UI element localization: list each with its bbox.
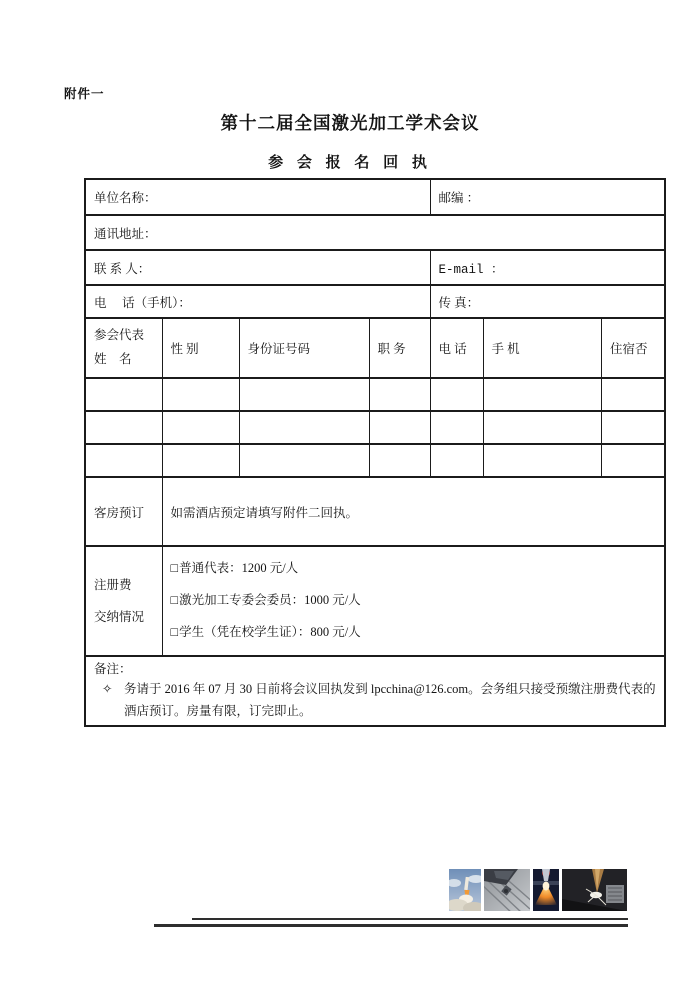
empty-cell [369,444,430,477]
col-header-mobile: 手 机 [483,318,602,378]
col-header-lodging: 住宿否 [602,318,666,378]
col-header-delegate-line1: 参会代表 [94,328,145,343]
document-title: 第十二届全国激光加工学术会议 [220,113,480,133]
empty-cell [369,378,430,411]
empty-cell [430,378,483,411]
col-header-phone: 电 话 [430,318,483,378]
laser-drilling-photo [562,869,627,911]
empty-cell [162,411,239,444]
delegate-empty-row [85,411,665,444]
delegate-empty-row [85,378,665,411]
rocket-launch-photo [449,869,481,911]
empty-cell [85,444,162,477]
empty-cell [483,378,602,411]
registration-form-table [84,178,666,727]
checkbox-icon: □ [170,624,179,639]
attachment-label: 附件一 [64,87,105,101]
laser-cutting-photo [533,869,559,911]
fee-option-student [171,617,657,649]
empty-cell [602,378,666,411]
empty-cell [239,378,369,411]
empty-cell [602,444,666,477]
hotel-booking-label: 客房预订 [85,477,162,546]
fee-option-regular [171,553,657,585]
col-header-delegate-name [85,318,162,378]
empty-cell [162,378,239,411]
field-email: E-mail ： [430,250,665,285]
remarks-section [85,656,665,726]
delegate-empty-row [85,444,665,477]
fee-option-regular-label: 普通代表：1200 元/人 [179,561,299,576]
empty-cell [602,411,666,444]
field-fax: 传 真： [430,285,665,318]
remarks-label: 备注： [94,662,132,676]
empty-cell [239,444,369,477]
footer-photo-strip [449,869,627,911]
empty-cell [85,411,162,444]
registration-fee-label-line1: 注册费 [94,577,132,592]
registration-fee-label-line2: 交纳情况 [94,610,145,624]
empty-cell [85,378,162,411]
empty-cell [430,444,483,477]
registration-fee-label [85,546,162,656]
col-header-gender: 性 别 [162,318,239,378]
field-phone: 电 话（手机）： [85,285,430,318]
checkbox-icon: □ [170,593,179,608]
field-address: 通讯地址： [85,215,665,250]
field-unit-name: 单位名称： [85,179,430,215]
document-subtitle: 参 会 报 名 回 执 [268,155,432,171]
empty-cell [369,411,430,444]
col-header-id-number: 身份证号码 [239,318,369,378]
registration-fee-options [162,546,665,656]
fee-option-student-label: 学生（凭在校学生证）：800 元/人 [179,624,361,639]
fee-option-committee-label: 激光加工专委会委员：1000 元/人 [179,593,361,608]
fee-option-committee [171,585,657,617]
empty-cell [239,411,369,444]
col-header-position: 职 务 [369,318,430,378]
diamond-bullet-icon: ✧ [102,682,113,696]
footer-rule-thin [192,918,628,920]
empty-cell [483,444,602,477]
empty-cell [162,444,239,477]
checkbox-icon: □ [170,561,179,576]
laser-machine-photo [484,869,530,911]
empty-cell [483,411,602,444]
col-header-delegate-line2: 姓 名 [94,352,132,366]
field-postcode: 邮编 ： [430,179,665,215]
footer-rule-thick [154,924,628,927]
field-contact-person: 联 系 人： [85,250,430,285]
remarks-item [102,679,656,723]
empty-cell [430,411,483,444]
hotel-booking-note: 如需酒店预定请填写附件二回执。 [162,477,665,546]
remarks-text: 务请于 2016 年 07 月 30 日前将会议回执发到 lpcchina@126.com。会务组只接受预缴注册费代表的酒店预订。房量有限，订完即止。 [124,682,656,718]
